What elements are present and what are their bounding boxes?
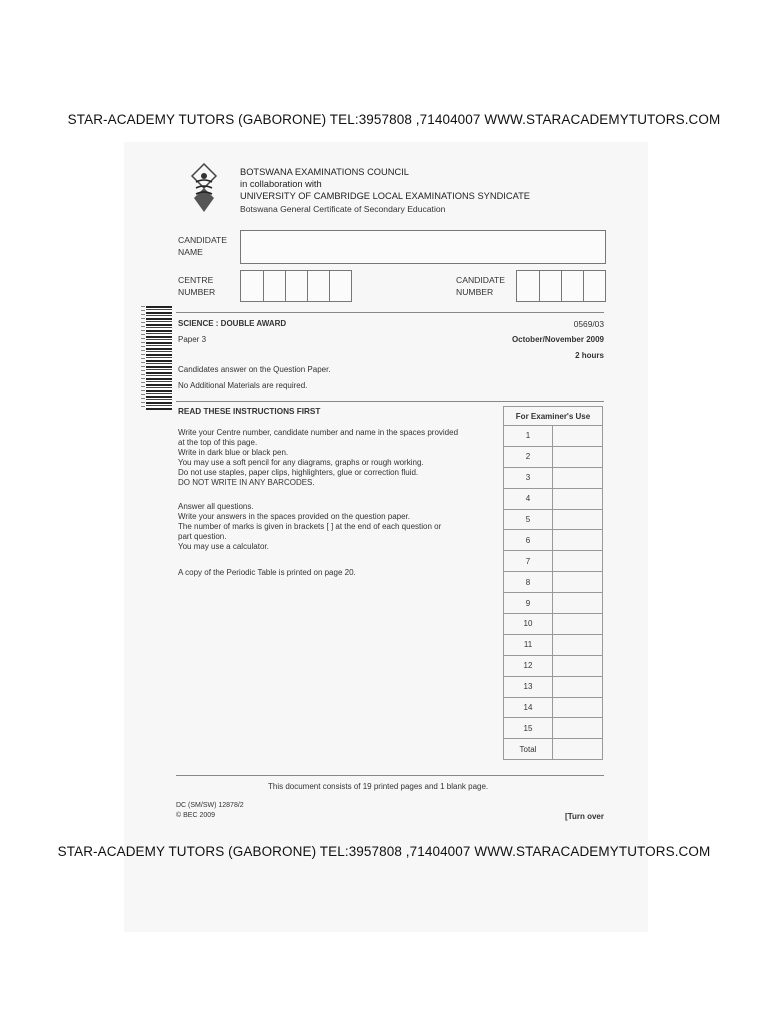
- periodic-table-note: A copy of the Periodic Table is printed on page 20.: [178, 568, 356, 577]
- mark-cell: [553, 488, 603, 509]
- mark-cell: [553, 655, 603, 676]
- mark-cell: [553, 634, 603, 655]
- question-number: 2: [504, 446, 553, 467]
- candidate-number-field[interactable]: [516, 270, 606, 302]
- centre-number-label-2: NUMBER: [178, 287, 216, 297]
- instruction-line: You may use a calculator.: [178, 542, 269, 551]
- mark-cell: [553, 551, 603, 572]
- total-label: Total: [504, 739, 553, 760]
- document-code: DC (SM/SW) 12878/2: [176, 802, 244, 809]
- mark-cell: [553, 446, 603, 467]
- question-number: 12: [504, 655, 553, 676]
- mark-cell: [553, 572, 603, 593]
- instructions-block-2: [178, 502, 441, 552]
- examiner-use-table: [503, 406, 603, 760]
- total-cell: [553, 739, 603, 760]
- materials-note: No Additional Materials are required.: [178, 381, 308, 390]
- instruction-line: Do not use staples, paper clips, highlighters, glue or correction fluid.: [178, 468, 419, 477]
- exam-session: October/November 2009: [511, 335, 604, 344]
- candidate-name-label-2: NAME: [178, 247, 203, 257]
- mark-cell: [553, 530, 603, 551]
- separator-rule: [176, 312, 604, 313]
- question-number: 5: [504, 509, 553, 530]
- council-line4: Botswana General Certificate of Secondary Education: [240, 204, 446, 214]
- question-number: 13: [504, 676, 553, 697]
- instruction-line: DO NOT WRITE IN ANY BARCODES.: [178, 478, 315, 487]
- mark-cell: [553, 467, 603, 488]
- barcode-image: [146, 306, 172, 410]
- instruction-line: Write your answers in the spaces provided on the question paper.: [178, 512, 410, 521]
- header-top-text: STAR-ACADEMY TUTORS (GABORONE) TEL:3957808 ,71404007 WWW.STARACADEMYTUTORS.COM: [67, 112, 721, 127]
- question-number: 7: [504, 551, 553, 572]
- mark-cell: [553, 426, 603, 447]
- footer-rule: [176, 775, 604, 776]
- answer-note: Candidates answer on the Question Paper.: [178, 365, 331, 374]
- examiner-table-heading: For Examiner's Use: [504, 407, 603, 426]
- candidate-number-label-1: CANDIDATE: [456, 275, 506, 285]
- paper-number: Paper 3: [178, 335, 207, 344]
- instructions-heading: READ THESE INSTRUCTIONS FIRST: [178, 407, 321, 416]
- question-number: 8: [504, 572, 553, 593]
- question-number: 11: [504, 634, 553, 655]
- exam-duration: 2 hours: [575, 351, 604, 360]
- instruction-line: Write in dark blue or black pen.: [178, 448, 289, 457]
- separator-rule-2: [176, 401, 604, 402]
- centre-number-label-1: CENTRE: [178, 275, 214, 285]
- mark-cell: [553, 593, 603, 614]
- centre-number-field[interactable]: [240, 270, 352, 302]
- mark-cell: [553, 676, 603, 697]
- council-line3: UNIVERSITY OF CAMBRIDGE LOCAL EXAMINATIONS SYNDICATE: [240, 191, 530, 201]
- barcode-digits: [141, 306, 145, 410]
- mark-cell: [553, 509, 603, 530]
- council-line2: in collaboration with: [240, 179, 322, 189]
- subject-title: SCIENCE : DOUBLE AWARD: [178, 319, 287, 328]
- turn-over-label: [Turn over: [565, 812, 604, 821]
- copyright-note: © BEC 2009: [176, 812, 216, 819]
- candidate-name-field[interactable]: [240, 230, 606, 264]
- instruction-line: Write your Centre number, candidate number and name in the spaces provided: [178, 428, 459, 437]
- instructions-block-1: [178, 428, 458, 488]
- mark-cell: [553, 697, 603, 718]
- mark-cell: [553, 614, 603, 635]
- candidate-number-label-2: NUMBER: [456, 287, 494, 297]
- bec-crest-icon: [188, 162, 220, 214]
- candidate-name-label-1: CANDIDATE: [178, 235, 228, 245]
- council-line1: BOTSWANA EXAMINATIONS COUNCIL: [240, 167, 409, 177]
- question-number: 9: [504, 593, 553, 614]
- question-number: 3: [504, 467, 553, 488]
- instruction-line: part question.: [178, 532, 227, 541]
- paper-code: 0569/03: [573, 319, 604, 329]
- header-bottom-text: STAR-ACADEMY TUTORS (GABORONE) TEL:3957808 ,71404007 WWW.STARACADEMYTUTORS.COM: [57, 844, 711, 859]
- question-number: 6: [504, 530, 553, 551]
- instruction-line: at the top of this page.: [178, 438, 258, 447]
- question-number: 10: [504, 614, 553, 635]
- instruction-line: Answer all questions.: [178, 502, 254, 511]
- instruction-line: You may use a soft pencil for any diagrams, graphs or rough working.: [178, 458, 424, 467]
- question-number: 14: [504, 697, 553, 718]
- instruction-line: The number of marks is given in brackets [ ] at the end of each question or: [178, 522, 442, 531]
- question-number: 15: [504, 718, 553, 739]
- question-number: 1: [504, 426, 553, 447]
- page-count-note: This document consists of 19 printed pages and 1 blank page.: [268, 782, 489, 791]
- mark-cell: [553, 718, 603, 739]
- question-number: 4: [504, 488, 553, 509]
